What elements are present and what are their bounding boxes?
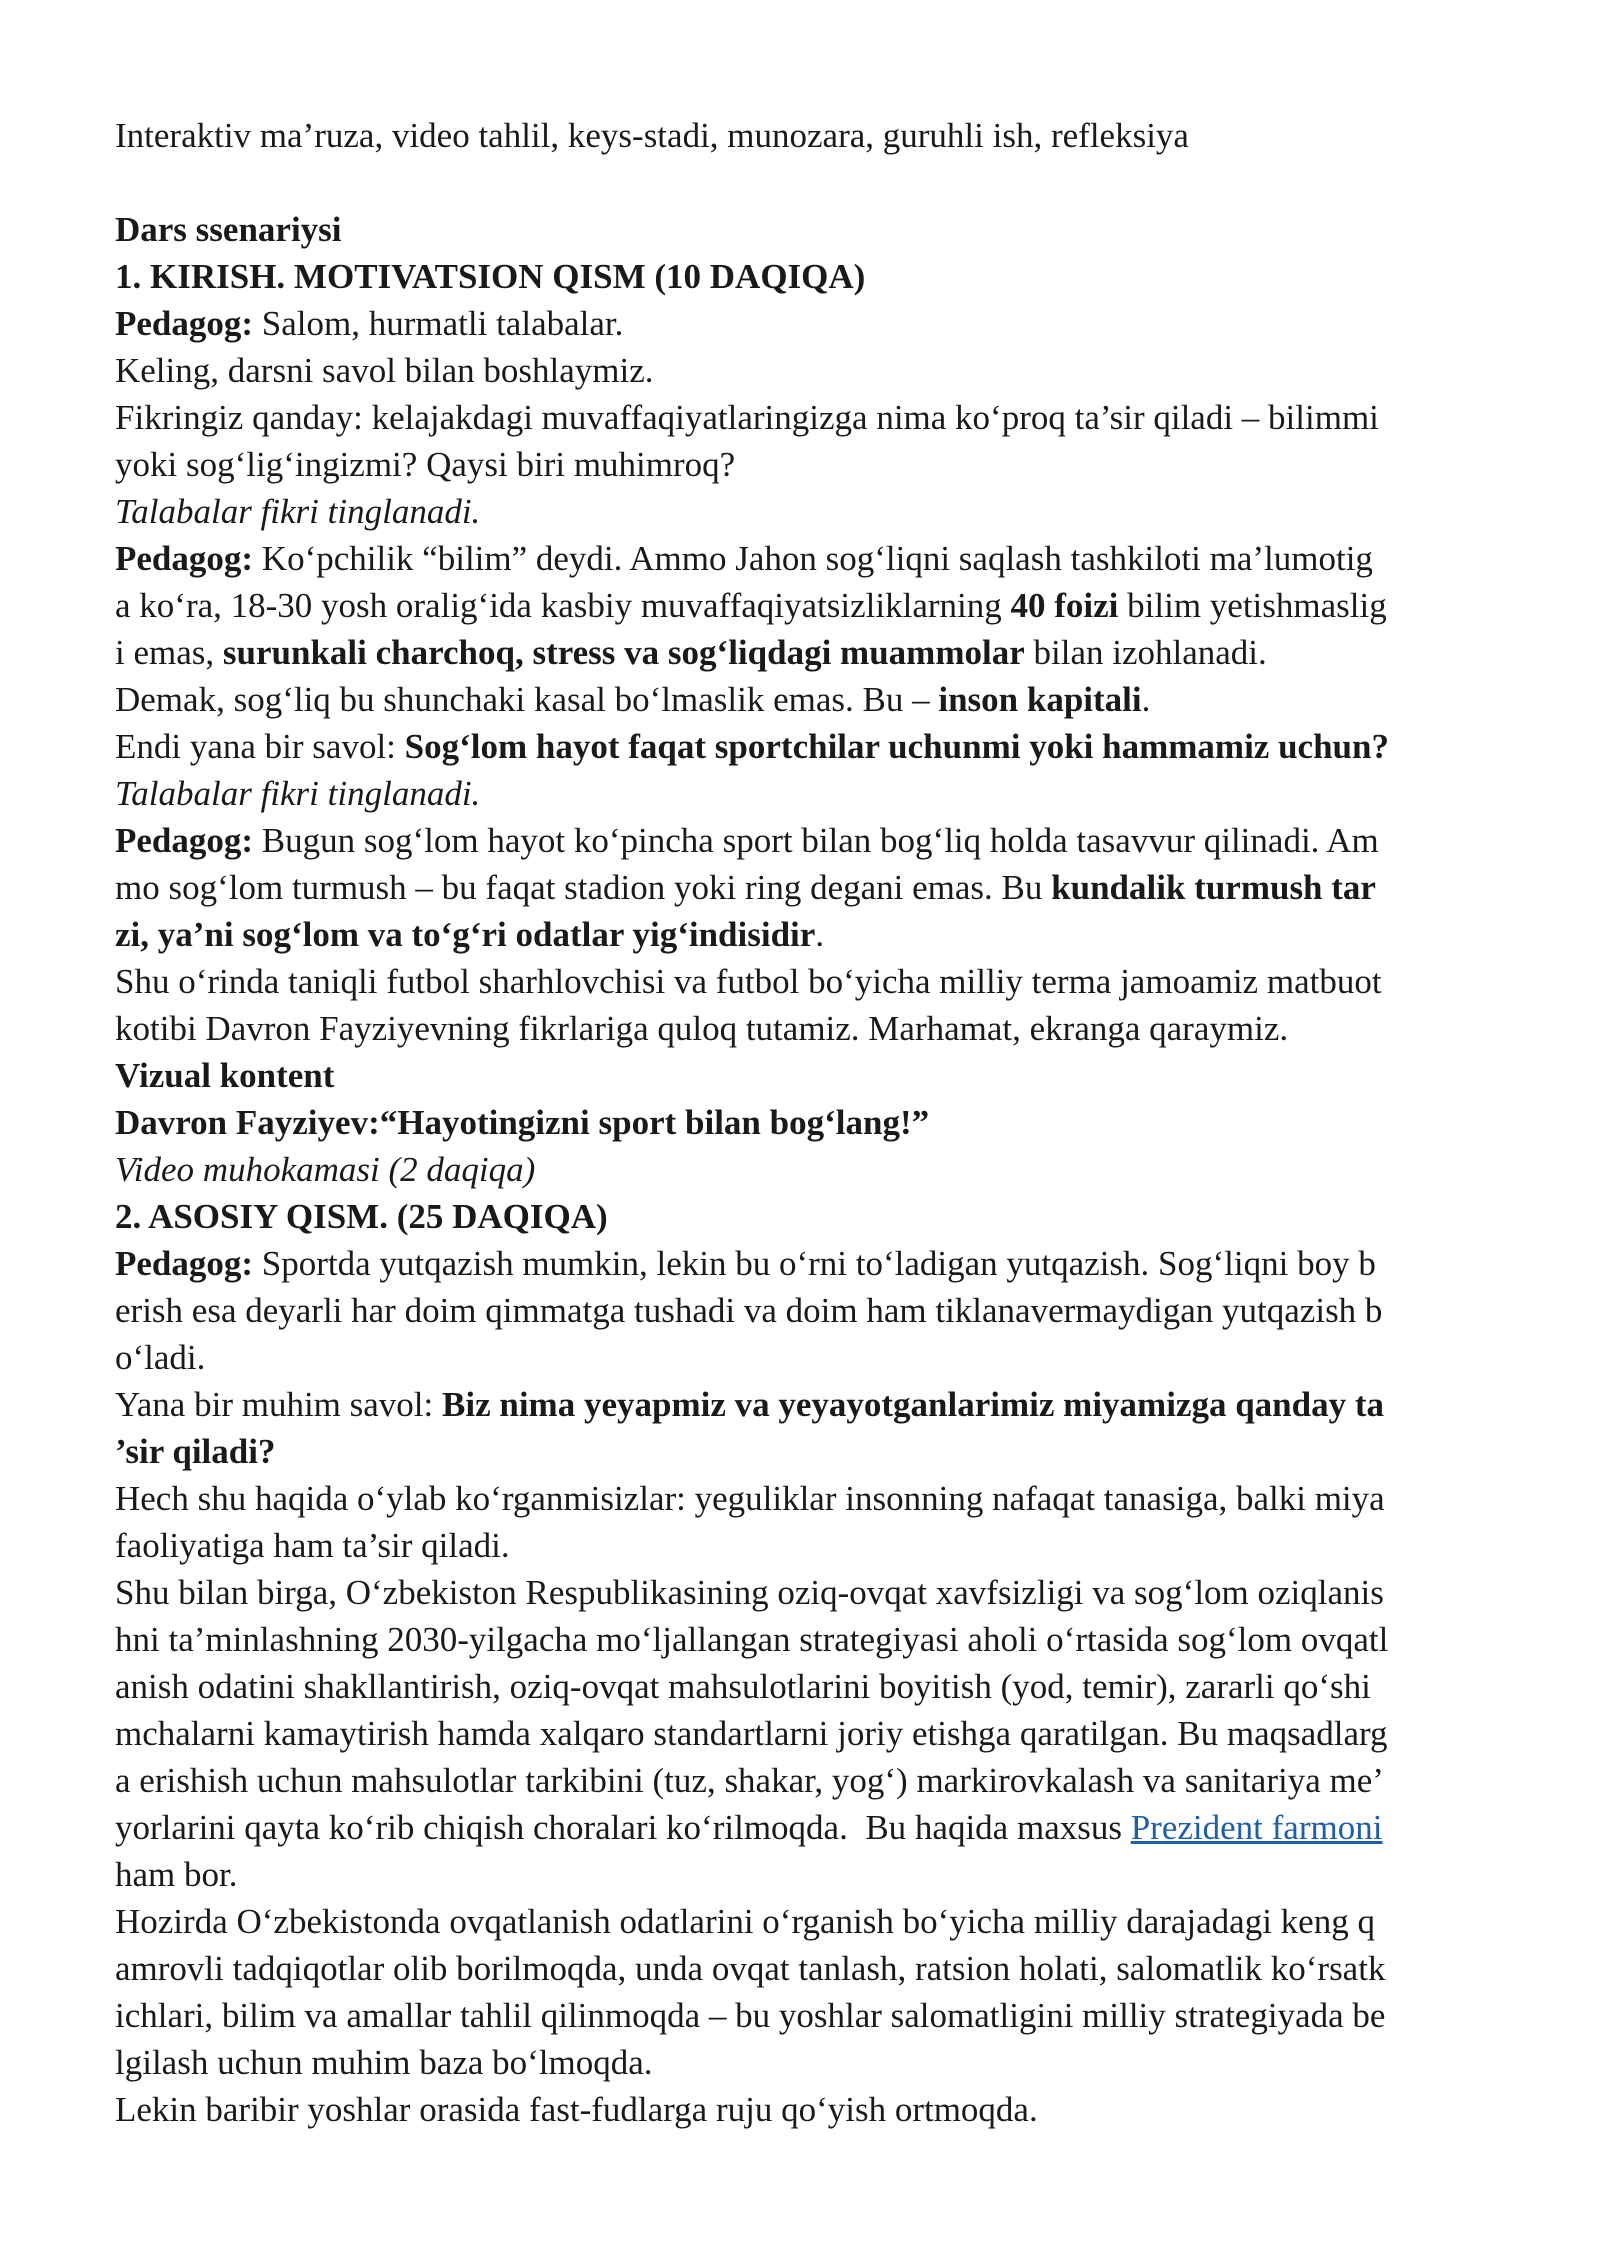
intro-methods-line: Interaktiv ma’ruza, video tahlil, keys-stadi, munozara, guruhli ish, refleksiya [115,116,1189,155]
text-line: a ko‘ra, 18-30 yosh oralig‘ida kasbiy muvaffaqiyatsizliklarning 40 foizi bilim yetishmaslig [115,586,1387,625]
question-line: Yana bir muhim savol: Biz nima yeyapmiz va yeyayotganlarimiz miyamizga qanday ta [115,1385,1385,1424]
video-title: Davron Fayziyev:“Hayotingizni sport bilan bog‘lang!” [115,1103,930,1142]
scenario-title: Dars ssenariysi [115,210,342,249]
text-line: erish esa deyarli har doim qimmatga tushadi va doim ham tiklanavermaydigan yutqazish b [115,1291,1383,1330]
pedagog-line: Pedagog: Ko‘pchilik “bilim” deydi. Ammo Jahon sog‘liqni saqlash tashkiloti ma’lumotig [115,539,1373,578]
pedagog-line: Pedagog: Sportda yutqazish mumkin, lekin bu o‘rni to‘ladigan yutqazish. Sog‘liqni boy b [115,1244,1376,1283]
text-line: yoki sog‘lig‘ingizmi? Qaysi biri muhimroq? [115,445,736,484]
text-line: mchalarni kamaytirish hamda xalqaro standartlarni joriy etishga qaratilgan. Bu maqsadlarg [115,1714,1388,1753]
text-line: yorlarini qayta ko‘rib chiqish choralari ko‘rilmoqda. Bu haqida maxsus Prezident farmoni [115,1808,1383,1847]
text-line: Hozirda O‘zbekistonda ovqatlanish odatlarini o‘rganish bo‘yicha milliy darajadagi keng q [115,1902,1375,1941]
student-note: Talabalar fikri tinglanadi. [115,774,481,813]
text-line: Hech shu haqida o‘ylab ko‘rganmisizlar: yeguliklar insonning nafaqat tanasiga, balki miya [115,1479,1385,1518]
text-line: zi, ya’ni sog‘lom va to‘g‘ri odatlar yig‘indisidir. [115,915,825,954]
student-note: Talabalar fikri tinglanadi. [115,492,481,531]
video-discussion-note: Video muhokamasi (2 daqiqa) [115,1150,536,1189]
pedagog-line: Pedagog: Bugun sog‘lom hayot ko‘pincha sport bilan bog‘liq holda tasavvur qilinadi. Am [115,821,1379,860]
question-line: Endi yana bir savol: Sog‘lom hayot faqat sportchilar uchunmi yoki hammamiz uchun? [115,727,1389,766]
text-line: Demak, sog‘liq bu shunchaki kasal bo‘lmaslik emas. Bu – inson kapitali. [115,680,1151,719]
text-line: i emas, surunkali charchoq, stress va sog‘liqdagi muammolar bilan izohlanadi. [115,633,1267,672]
question-line: ’sir qiladi? [115,1432,276,1471]
text-line: a erishish uchun mahsulotlar tarkibini (tuz, shakar, yog‘) markirovkalash va sanitariya me’ [115,1761,1384,1800]
text-line: amrovli tadqiqotlar olib borilmoqda, unda ovqat tanlash, ratsion holati, salomatlik ko‘rsatk [115,1949,1386,1988]
text-line: Lekin baribir yoshlar orasida fast-fudlarga ruju qo‘yish ortmoqda. [115,2090,1038,2129]
text-line: hni ta’minlashning 2030-yilgacha mo‘ljallangan strategiyasi aholi o‘rtasida sog‘lom ovqatl [115,1620,1389,1659]
text-line: kotibi Davron Fayziyevning fikrlariga quloq tutamiz. Marhamat, ekranga qaraymiz. [115,1009,1289,1048]
section1-heading: 1. KIRISH. MOTIVATSION QISM (10 DAQIQA) [115,257,866,296]
visual-content-heading: Vizual kontent [115,1056,335,1095]
text-line: ichlari, bilim va amallar tahlil qilinmoqda – bu yoshlar salomatligini milliy strategiyada be [115,1996,1386,2035]
text-line: ham bor. [115,1855,238,1894]
text-line: o‘ladi. [115,1338,206,1377]
text-line: lgilash uchun muhim baza bo‘lmoqda. [115,2043,653,2082]
section2-heading: 2. ASOSIY QISM. (25 DAQIQA) [115,1197,608,1236]
text-line: anish odatini shakllantirish, oziq-ovqat mahsulotlarini boyitish (yod, temir), zararli qo‘shi [115,1667,1371,1706]
text-line: Shu bilan birga, O‘zbekiston Respublikasining oziq-ovqat xavfsizligi va sog‘lom oziqlanis [115,1573,1384,1612]
text-line: Shu o‘rinda taniqli futbol sharhlovchisi va futbol bo‘yicha milliy terma jamoamiz matbuot [115,962,1382,1001]
text-line: mo sog‘lom turmush – bu faqat stadion yoki ring degani emas. Bu kundalik turmush tar [115,868,1376,907]
text-line: faoliyatiga ham ta’sir qiladi. [115,1526,510,1565]
text-line: Keling, darsni savol bilan boshlaymiz. [115,351,654,390]
spacer [115,159,1510,206]
president-decree-link[interactable]: Prezident farmoni [1130,1808,1383,1847]
text-line: Fikringiz qanday: kelajakdagi muvaffaqiyatlaringizga nima ko‘proq ta’sir qiladi – bilimmi [115,398,1379,437]
pedagog-line: Pedagog: Salom, hurmatli talabalar. [115,304,624,343]
